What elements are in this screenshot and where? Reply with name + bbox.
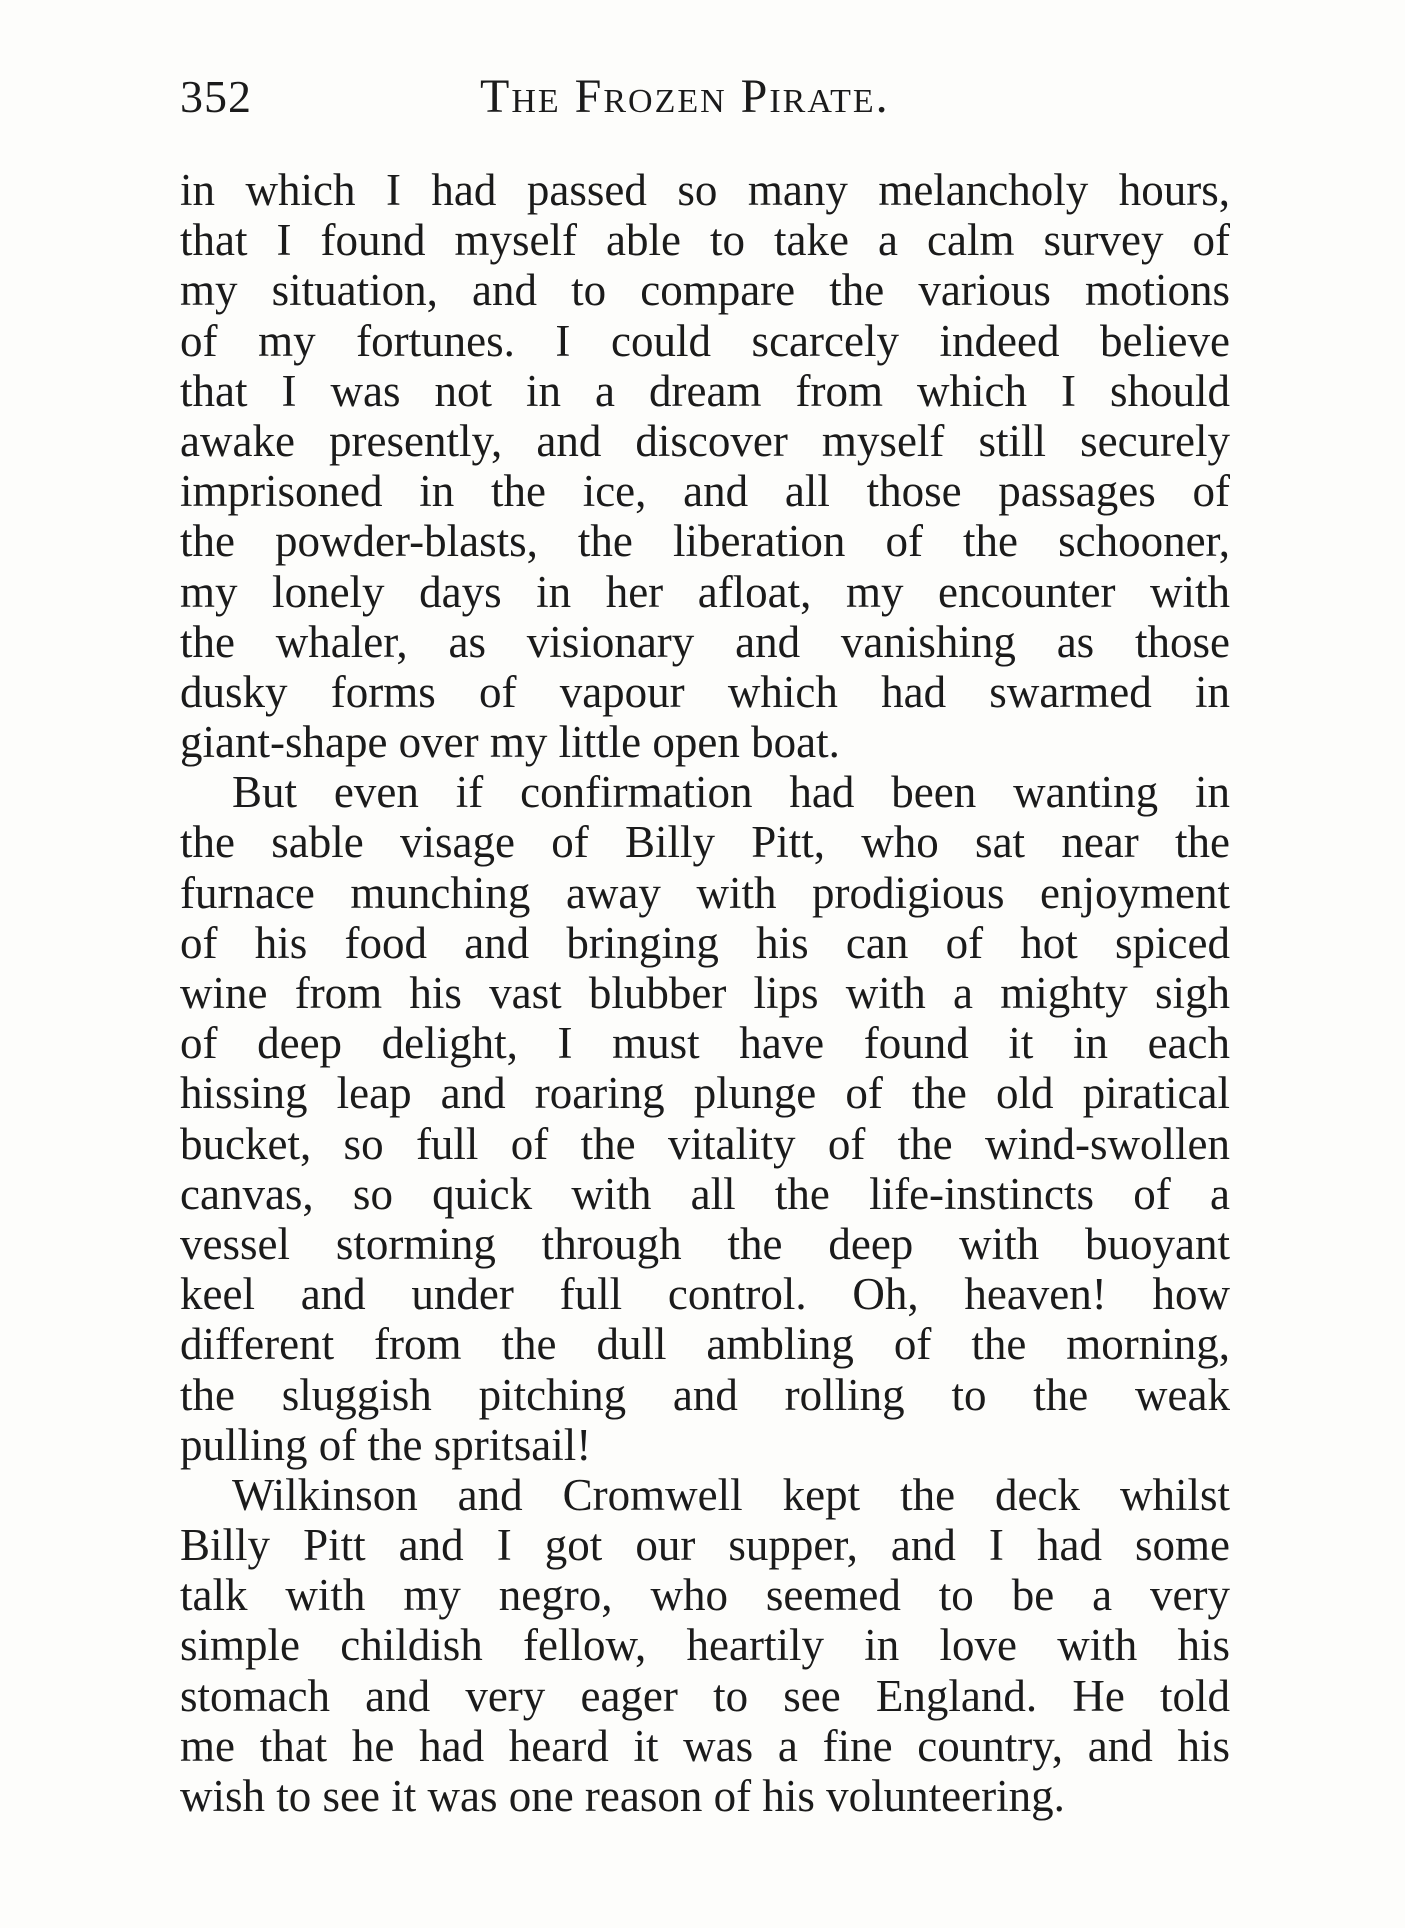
text-line: pulling of the spritsail! [180, 1419, 592, 1470]
text-line: stomach and very eager to see England. He told [180, 1670, 1230, 1721]
text-line: wish to see it was one reason of his volunteering. [180, 1771, 1065, 1821]
text-line: awake presently, and discover myself still securely [180, 415, 1230, 466]
text-line: giant-shape over my little open boat. [180, 717, 840, 768]
text-line: my situation, and to compare the various motions [180, 265, 1230, 316]
text-line: dusky forms of vapour which had swarmed in [180, 666, 1230, 717]
text-line: furnace munching away with prodigious enjoyment [180, 867, 1230, 918]
text-line: of my fortunes. I could scarcely indeed believe [180, 315, 1230, 366]
page-number: 352 [180, 71, 252, 122]
text-line: the whaler, as visionary and vanishing as those [180, 616, 1230, 667]
text-line: different from the dull ambling of the morning, [180, 1319, 1230, 1370]
text-line: that I was not in a dream from which I should [180, 365, 1230, 416]
text-line: of deep delight, I must have found it in each [180, 1018, 1230, 1069]
text-line: keel and under full control. Oh, heaven! how [180, 1269, 1230, 1320]
text-line: simple childish fellow, heartily in love with his [180, 1620, 1230, 1671]
text-line: that I found myself able to take a calm survey of [180, 215, 1230, 266]
text-line: the sable visage of Billy Pitt, who sat near the [180, 817, 1230, 868]
running-head [180, 62, 1230, 132]
text-line: the powder-blasts, the liberation of the schooner, [180, 516, 1230, 567]
text-line: bucket, so full of the vitality of the wind-swollen [180, 1118, 1230, 1169]
text-line: my lonely days in her afloat, my encounter with [180, 566, 1230, 617]
text-line: canvas, so quick with all the life-instincts of a [180, 1168, 1230, 1219]
text-line: of his food and bringing his can of hot spiced [180, 917, 1230, 968]
text-line: Billy Pitt and I got our supper, and I had some [180, 1520, 1230, 1571]
text-line: talk with my negro, who seemed to be a very [180, 1570, 1230, 1621]
running-title: The Frozen Pirate. [480, 70, 890, 123]
text-line: vessel storming through the deep with buoyant [180, 1218, 1230, 1269]
text-line-paragraph-start: Wilkinson and Cromwell kept the deck whilst [232, 1469, 1230, 1520]
text-line: hissing leap and roaring plunge of the old piratical [180, 1068, 1230, 1119]
text-line: wine from his vast blubber lips with a mighty sigh [180, 968, 1230, 1018]
text-line: imprisoned in the ice, and all those passages of [180, 466, 1230, 517]
body-text [180, 165, 1230, 1821]
text-line: the sluggish pitching and rolling to the weak [180, 1369, 1230, 1420]
text-line-paragraph-start: But even if confirmation had been wanting in [232, 767, 1230, 818]
text-line: me that he had heard it was a fine country, and his [180, 1720, 1230, 1771]
text-line: in which I had passed so many melancholy hours, [180, 165, 1230, 215]
